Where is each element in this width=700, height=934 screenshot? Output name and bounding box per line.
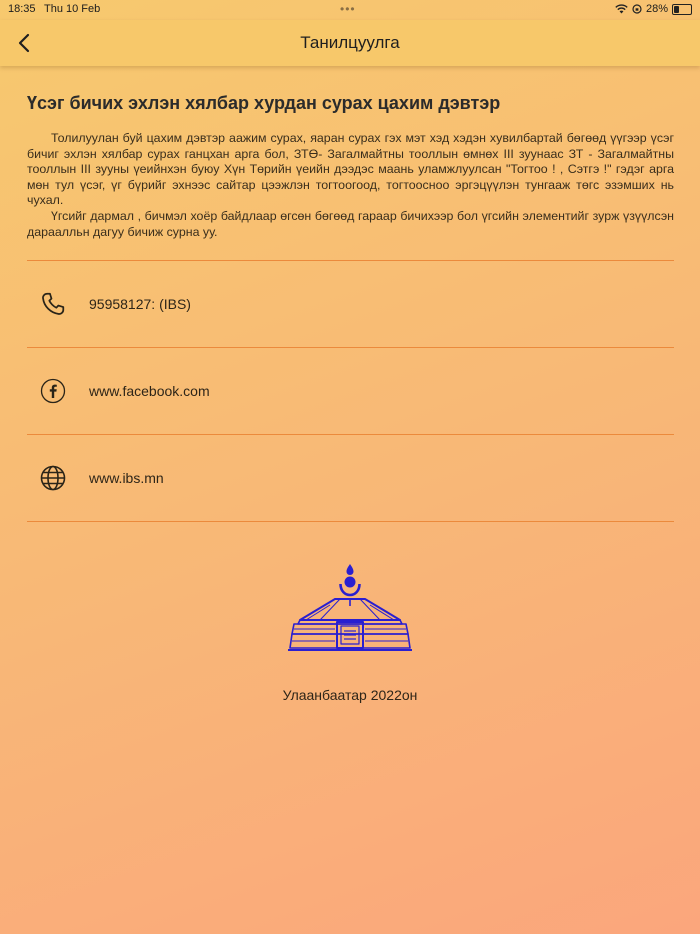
- divider: [27, 521, 674, 522]
- footer-location-year: Улаанбаатар 2022он: [282, 687, 418, 703]
- status-date: Thu 10 Feb: [44, 3, 101, 15]
- status-time: 18:35: [8, 3, 36, 15]
- page-title: Танилцуулга: [300, 33, 400, 52]
- website-link[interactable]: www.ibs.mn: [89, 470, 164, 486]
- contact-phone-row[interactable]: [27, 261, 674, 347]
- wifi-icon: [615, 4, 628, 14]
- phone-number: 95958127: (IBS): [89, 296, 191, 312]
- contact-facebook-row[interactable]: [27, 348, 674, 434]
- nav-bar: [0, 20, 700, 66]
- ger-soyombo-logo-icon: [288, 562, 412, 654]
- orientation-lock-icon: [632, 4, 642, 14]
- multitasking-dots-icon[interactable]: •••: [340, 2, 356, 16]
- globe-icon: [40, 465, 66, 491]
- status-indicators: [615, 3, 692, 15]
- facebook-link[interactable]: www.facebook.com: [89, 383, 210, 399]
- phone-icon: [40, 291, 66, 317]
- contact-website-row[interactable]: [27, 435, 674, 521]
- battery-percent: 28%: [645, 3, 668, 15]
- status-bar: [0, 0, 700, 20]
- intro-heading: Үсэг бичих эхлэн хялбар хурдан сурах цахим дэвтэр: [27, 93, 501, 113]
- intro-paragraph: Үгсийг дармал , бичмэл хоёр байдлаар өгсөн бөгөөд гараар бичихээр бол үгсийн элементийг зурж үзүүлсэн дараалльн дагуу бичиж сурна уу.: [27, 208, 674, 239]
- intro-paragraph: Толилуулан буй цахим дэвтэр аажим сурах, яаран сурах гэх мэт хэд хэдэн хувилбартай бөгөөд үүгээр үсэг бичиг эхлэн хялбар сурах ганцхан арга бол, ЗТӨ- Загалмайтны тооллын өмнөх III зуунаас ЗТ - Загалмайтны тооллын III зууны үеийнхэн буюу Хүн Төрийн үеийн дээдэс маань уламжлуулсан "Тогтоо ! , Сэтгэ !" гэдэг арга мөн тул үсэг, үг бүрийг эхнээс сайтар цээжлэн тогтоогоод, тогтоосноо эргэцүүлэн тунгааж төгс эзэмших нь чухал.: [27, 131, 674, 208]
- intro-description: [27, 131, 674, 240]
- battery-icon: [672, 4, 692, 15]
- facebook-icon: [40, 378, 66, 404]
